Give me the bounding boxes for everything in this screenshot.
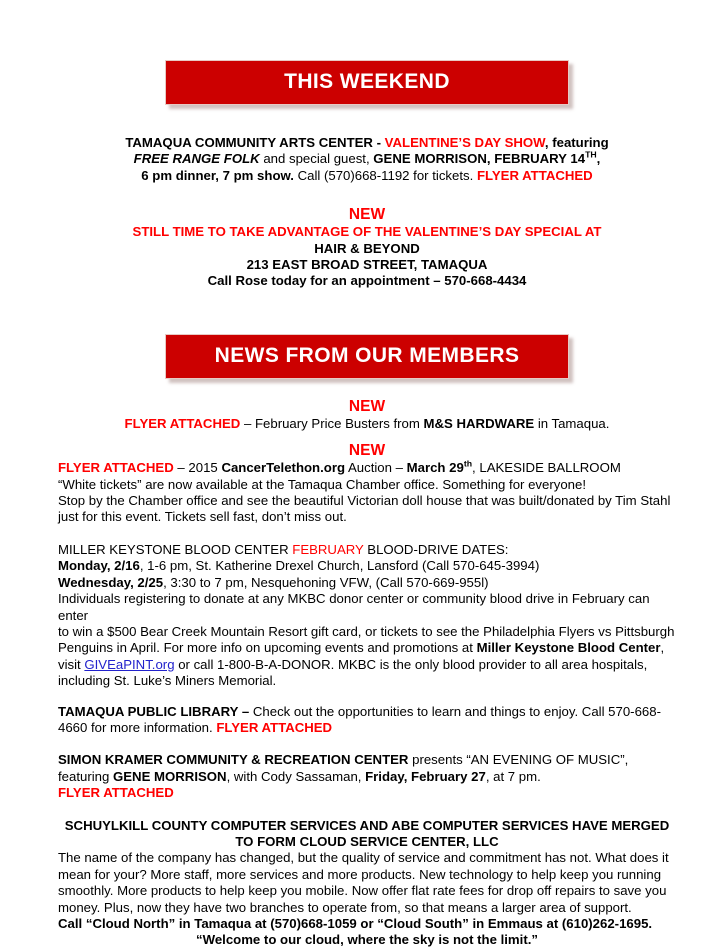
cancer-telethon-line-4: just for this event. Tickets sell fast, don’t miss out. [58,509,347,525]
giveapint-link[interactable]: GIVEaPINT.org [84,656,175,672]
spacer-top [58,0,676,60]
spacer-after-ms-hardware [58,432,676,441]
hair-beyond-special-line: STILL TIME TO TAKE ADVANTAGE OF THE VALENTINE’S DAY SPECIAL AT [132,224,602,240]
new-label-cancer-telethon: NEW [348,442,386,460]
blood-center-heading [58,542,676,558]
cancer-telethon-line-1 [58,460,676,476]
cloud-service-paragraph-4: money. Plus, now they have two branches to operate from, so that means a larger area of support. [58,899,632,915]
ms-hardware-desc: – February Price Busters from [240,415,424,431]
simon-kramer-time: , at 7 pm. [485,768,541,784]
simon-kramer-date: Friday, February 27 [365,768,486,784]
cloud-service-contact: Call “Cloud North” in Tamaqua at (570)668-1059 or “Cloud South” in Emmaus at (610)262-1695. [58,916,653,931]
ms-hardware-block [58,397,676,432]
spacer-after-arts-center [58,184,676,205]
simon-kramer-performer: GENE MORRISON [113,768,227,784]
banner-this-weekend: THIS WEEKEND [165,60,569,105]
blood-center-name-bold: Miller Keystone Blood Center [476,640,661,656]
blood-center-paragraph-4 [58,657,676,673]
spacer-after-simon-kramer [58,802,676,818]
cloud-service-tagline: “Welcome to our cloud, where the sky is not the limit.” [196,932,538,948]
cancer-telethon-date-suffix: th [463,458,473,469]
arts-center-block [58,135,676,184]
blood-center-paragraph-3 [58,640,676,656]
spacer-before-banner-2b [58,320,676,334]
cancer-telethon-line-2: “White tickets” are now available at the Tamaqua Chamber office. Something for everyone! [58,476,587,492]
newsletter-content [58,0,676,949]
cloud-service-block [58,818,676,949]
gene-morrison-date: GENE MORRISON, FEBRUARY 14 [373,151,586,167]
hair-beyond-block [58,205,676,290]
blood-center-donor-phone: or call 1-800-B-A-DONOR. MKBC is the only blood provider to all area hospitals, [174,656,648,672]
cancer-telethon-venue: , LAKESIDE BALLROOM [472,460,621,476]
simon-kramer-line-1 [58,752,676,768]
ms-hardware-line [58,416,676,432]
library-block [58,704,676,737]
valentines-day-show-label: VALENTINE’S DAY SHOW [384,135,545,150]
arts-center-featuring: , featuring [544,135,609,150]
blood-center-paragraph-2: to win a $500 Bear Creek Mountain Resort gift card, or tickets to see the Philadelphia Flyers vs Pittsburgh [58,623,675,639]
flyer-attached-library: FLYER ATTACHED [216,719,333,735]
arts-center-line-1 [58,135,676,151]
blood-drive-date-2 [58,575,676,591]
simon-kramer-line-2 [58,769,676,785]
blood-drive-date-2-day: Wednesday, 2/25 [58,574,164,590]
blood-drive-date-2-details: , 3:30 to 7 pm, Nesquehoning VFW, (Call 570-669-955l) [163,574,489,590]
arts-center-name: TAMAQUA COMMUNITY ARTS CENTER - [125,135,385,150]
ms-hardware-location: in Tamaqua. [534,415,610,431]
blood-center-dates-label: BLOOD-DRIVE DATES: [363,541,509,557]
simon-kramer-block [58,752,676,801]
spacer-after-blood-center [58,690,676,704]
blood-center-block [58,542,676,690]
library-line-1 [58,704,676,720]
this-weekend-banner-wrap [165,60,569,105]
cancer-telethon-line-3: Stop by the Chamber office and see the beautiful Victorian doll house that was built/donated by Tim Stahl [58,493,671,509]
blood-center-name: MILLER KEYSTONE BLOOD CENTER [58,541,293,557]
flyer-attached-ms-hardware: FLYER ATTACHED [124,415,241,431]
cancer-telethon-block [58,441,676,526]
library-name: TAMAQUA PUBLIC LIBRARY – [58,703,250,719]
spacer-after-banner-2 [58,379,676,397]
arts-center-line-2 [58,151,676,167]
blood-center-paragraph-1: Individuals registering to donate at any MKBC donor center or community blood drive in February can enter [58,591,650,623]
library-desc: Check out the opportunities to learn and things to enjoy. Call 570-668- [249,703,661,719]
blood-drive-date-1-day: Monday, 2/16 [58,558,140,574]
simon-kramer-name: SIMON KRAMER COMMUNITY & RECREATION CENTER [58,752,409,768]
ms-hardware-name: M&S HARDWARE [423,415,535,431]
hair-beyond-contact: Call Rose today for an appointment – 570-668-4434 [207,273,527,289]
new-label-ms-hardware: NEW [348,397,386,415]
blood-center-paragraph-5: including St. Luke’s Miners Memorial. [58,673,277,689]
cloud-service-heading-1: SCHUYLKILL COUNTY COMPUTER SERVICES AND ABE COMPUTER SERVICES HAVE MERGED [64,817,670,833]
blood-center-visit-label: visit [58,656,85,672]
spacer-before-banner-2 [58,290,676,320]
blood-center-month: FEBRUARY [292,541,364,557]
arts-center-guest-text: and special guest, [259,151,374,167]
spacer-after-library [58,736,676,752]
cancer-telethon-org: CancerTelethon.org [221,460,346,476]
simon-kramer-guest: , with Cody Sassaman, [226,768,366,784]
blood-drive-date-1 [58,558,676,574]
cloud-service-heading-2: TO FORM CLOUD SERVICE CENTER, LLC [235,833,499,849]
cloud-service-paragraph-2: mean for your? More staff, more services and more products. New technology to help keep you running [58,866,662,882]
cancer-telethon-year: – 2015 [173,460,222,476]
arts-center-line2-comma: , [596,151,601,167]
flyer-attached-simon-kramer: FLYER ATTACHED [58,785,174,801]
library-phone-continuation: 4660 for more information. [58,719,217,735]
flyer-attached-cancer-telethon: FLYER ATTACHED [58,460,174,476]
news-members-banner-wrap [165,334,569,379]
arts-center-tickets-phone: Call (570)668-1192 for tickets. [293,167,477,183]
new-label-hair-beyond: NEW [348,206,386,224]
hair-beyond-address: 213 EAST BROAD STREET, TAMAQUA [246,257,488,273]
simon-kramer-event-title: presents “AN EVENING OF MUSIC”, [408,752,629,768]
spacer-after-banner-1 [58,105,676,135]
arts-center-line-3 [58,168,676,184]
cancer-telethon-auction: Auction – [345,460,407,476]
date-ordinal-suffix: TH [585,150,597,161]
simon-kramer-featuring-label: featuring [58,768,113,784]
banner-news-from-members: NEWS FROM OUR MEMBERS [165,334,569,379]
dinner-show-times: 6 pm dinner, 7 pm show. [141,167,294,183]
flyer-attached-arts-center: FLYER ATTACHED [476,167,593,183]
hair-beyond-name: HAIR & BEYOND [314,240,420,256]
cancer-telethon-date: March 29 [406,460,464,476]
blood-center-promo-text: Penguins in April. For more info on upcoming events and promotions at [58,640,477,656]
blood-drive-date-1-details: , 1-6 pm, St. Katherine Drexel Church, Lansford (Call 570-645-3994) [139,558,540,574]
blood-center-p3-comma: , [660,640,665,656]
spacer-after-cancer-telethon [58,526,676,542]
library-line-2 [58,720,676,736]
cloud-service-paragraph-1: The name of the company has changed, but the quality of service and commitment has not. What does it [58,850,669,866]
cloud-service-paragraph-3: smoothly. More products to help keep you mobile. Now offer flat rate fees for drop off repairs to save you [58,883,667,899]
free-range-folk: FREE RANGE FOLK [133,151,260,167]
